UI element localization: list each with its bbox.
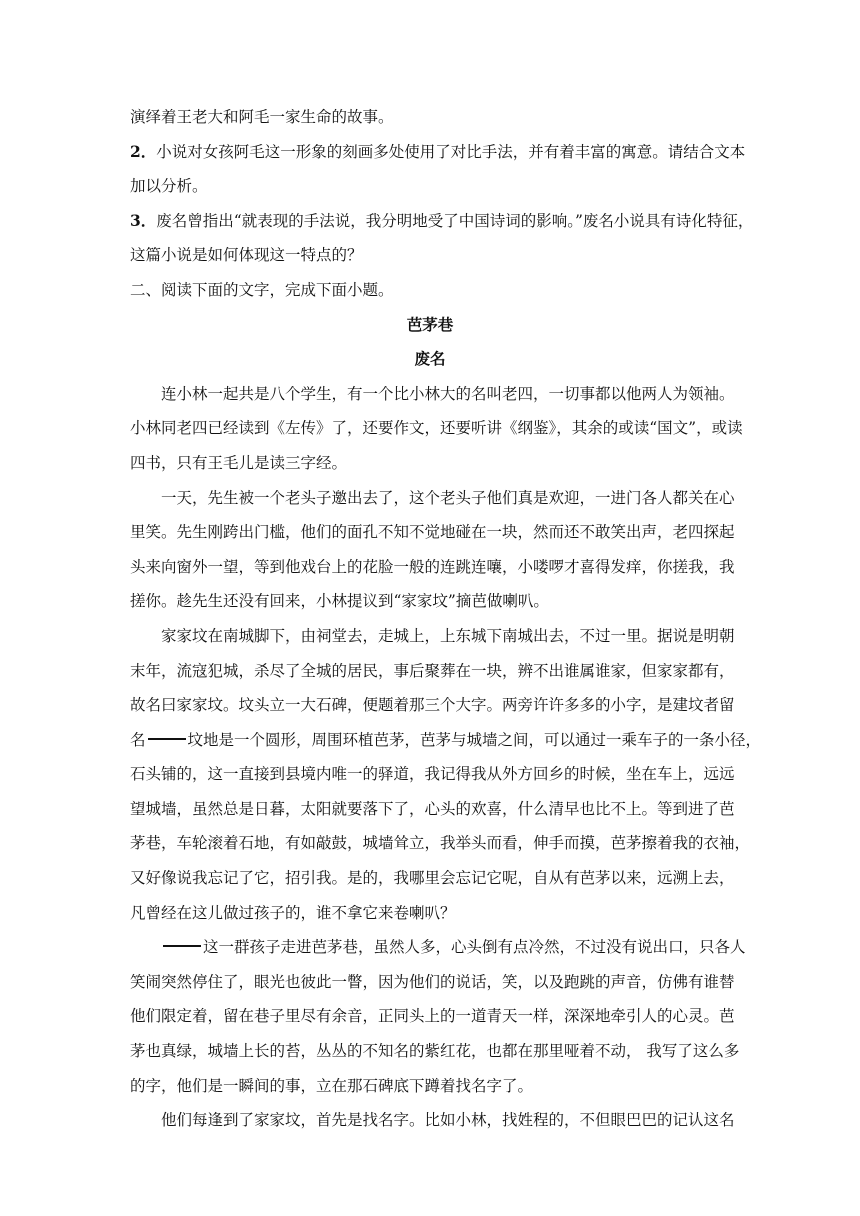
line-text: 坟地是一个圆形，周围环植芭茅，芭茅与城墙之间，可以通过一乘车子的一条小径， (187, 730, 762, 749)
paragraph-line: 凡曾经在这儿做过孩子的，谁不拿它来卷喇叭？ (130, 903, 456, 922)
paragraph-line: 一天，先生被一个老头子邀出去了，这个老头子他们真是欢迎，一进门各人都关在心 (161, 488, 735, 507)
question-number: 3． (130, 210, 157, 230)
paragraph-line: 四书，只有王毛儿是读三字经。 (130, 453, 348, 472)
paragraph-line: 家家坟在南城脚下，由祠堂去，走城上，上东城下南城出去，不过一里。据说是明朝 (161, 626, 735, 645)
paragraph-line: 石头铺的，这一直接到县境内唯一的驿道，我记得我从外方回乡的时候，坐在车上，远远 (130, 765, 735, 784)
paragraph-line (130, 930, 746, 965)
paragraph-line: 头来向窗外一望，等到他戏台上的花脸一般的连跳连嚷，小喽啰才喜得发痒，你搓我，我 (130, 557, 735, 576)
document-page (130, 100, 762, 1138)
em-dash (163, 945, 201, 947)
paragraph-line (130, 723, 762, 758)
paragraph-line: 里笑。先生刚跨出门槛，他们的面孔不知不觉地碰在一块，然而还不敢笑出声，老四探起 (130, 523, 735, 542)
question-line: 演绎着王老大和阿毛一家生命的故事。 (130, 108, 394, 126)
paragraph-line: 茅巷，车轮滚着石地，有如敲鼓，城墙耸立，我举头而看，伸手而摸，芭茅擦着我的衣袖， (130, 834, 751, 853)
question-text: 废名曾指出“就表现的手法说，我分明地受了中国诗词的影响。”废名小说具有诗化特征， (156, 211, 754, 230)
question-number: 2． (130, 141, 157, 161)
question-line: 加以分析。 (130, 177, 208, 196)
paragraph-line: 的字，他们是一瞬间的事，立在那石碑底下蹲着找名字了。 (130, 1076, 534, 1095)
paragraph-line: 笑闹突然停住了，眼光也彼此一瞥，因为他们的说话，笑，以及跑跳的声音，仿佛有谁替 (130, 972, 735, 991)
question-line (130, 204, 754, 239)
paragraph-line: 故名曰家家坟。坟头立一大石碑，便题着那三个大字。两旁许许多多的小字，是建坟者留 (130, 696, 735, 715)
paragraph-line: 又好像说我忘记了它，招引我。是的，我哪里会忘记它呢，自从有芭茅以来，远溯上去， (130, 869, 735, 888)
paragraph-line: 望城墙，虽然总是日暮，太阳就要落下了，心头的欢喜，什么清早也比不上。等到进了芭 (130, 799, 735, 818)
paragraph-line: 连小林一起共是八个学生，有一个比小林大的名叫老四，一切事都以他两人为领袖。 (161, 384, 735, 403)
paragraph-line: 他们每逢到了家家坟，首先是找名字。比如小林，找姓程的，不但眼巴巴的记认这名 (161, 1111, 735, 1130)
paragraph-line: 小林同老四已经读到《左传》了，还要作文，还要听讲《纲鉴》，其余的或读“国文”，或读 (130, 419, 743, 438)
line-prefix: 名 (130, 730, 146, 749)
question-line (130, 135, 746, 170)
question-line: 这篇小说是如何体现这一特点的？ (130, 246, 363, 265)
em-dash (148, 738, 186, 740)
paragraph-line: 茅也真绿，城墙上长的苔，丛丛的不知名的紫红花，也都在那里哑着不动， 我写了这么多 (130, 1042, 740, 1061)
question-line: 二、阅读下面的文字，完成下面小题。 (130, 280, 394, 299)
paragraph-line: 他们限定着，留在巷子里尽有余音，正同头上的一道青天一样，深深地牵引人的心灵。芭 (130, 1007, 735, 1026)
paragraph-line: 搓你。趁先生还没有回来，小林提议到“家家坟”摘芭做喇叭。 (130, 592, 549, 611)
section-title: 芭茅巷 (406, 314, 454, 334)
section-title: 废名 (414, 349, 446, 369)
paragraph-line: 末年，流寇犯城，杀尽了全城的居民，事后聚葬在一块，辨不出谁属谁家，但家家都有， (130, 661, 735, 680)
question-text: 小说对女孩阿毛这一形象的刻画多处使用了对比手法，并有着丰富的寓意。请结合文本 (156, 142, 746, 161)
line-text: 这一群孩子走进芭茅巷，虽然人多，心头倒有点冷然，不过没有说出口，只各人 (203, 938, 746, 957)
